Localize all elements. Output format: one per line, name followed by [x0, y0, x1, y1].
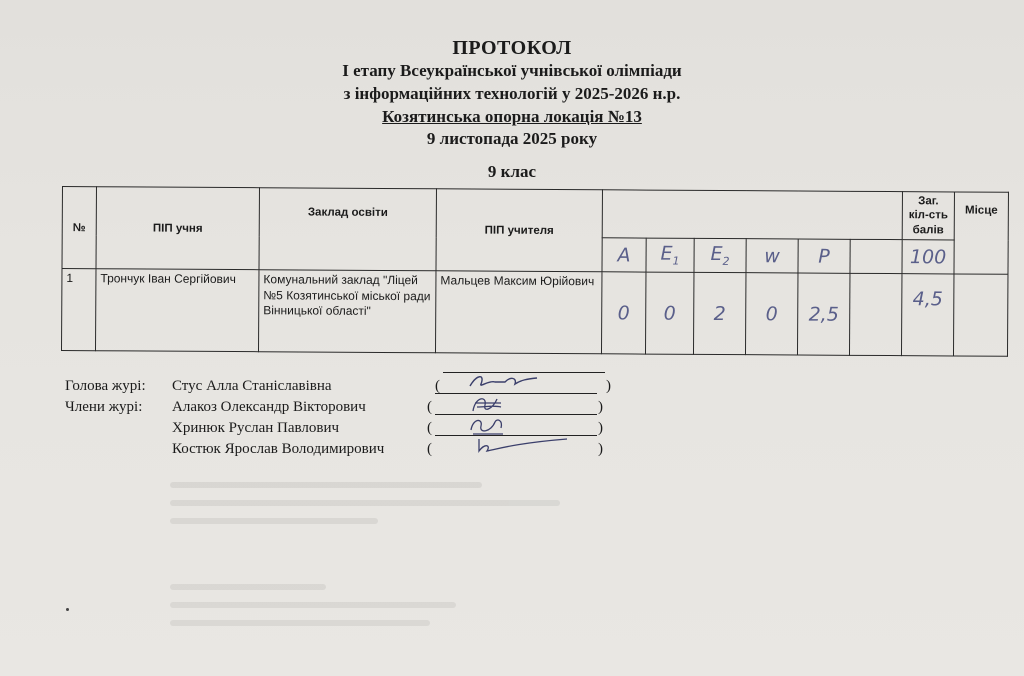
jury-member-name: Хринюк Руслан Павлович	[172, 420, 340, 436]
col-place: Місце	[954, 192, 1009, 274]
row-school: Комунальний заклад "Ліцей №5 Козятинської міської ради Вінницької області"	[258, 270, 435, 353]
score-e1: 0	[645, 272, 694, 354]
task-e1-header: $E_1$	[646, 238, 694, 272]
col-teacher: ПІП учителя	[436, 189, 602, 272]
row-num: 1	[61, 269, 96, 351]
col-total: Заг. кіл-сть балів	[902, 192, 954, 240]
task-e2-header: $E_2$	[694, 238, 746, 272]
jury-head-name: Стус Алла Станіславівна	[172, 378, 332, 394]
signature-image	[457, 433, 577, 457]
score-p: 2,5	[797, 273, 849, 355]
paper-speck	[66, 608, 69, 611]
score-e2: 2	[693, 272, 745, 354]
score-total: 4,5	[901, 274, 953, 356]
task-a-header: A	[602, 238, 646, 272]
olympiad-subject: з інформаційних технологій у 2025-2026 н.р.	[343, 84, 681, 103]
jury-member-name: Костюк Ярослав Володимирович	[172, 441, 385, 457]
jury-members-label: Члени журі:	[65, 399, 143, 415]
score-empty	[849, 273, 901, 355]
bleed-through-text	[170, 470, 690, 650]
score-a: 0	[601, 272, 646, 354]
olympiad-stage: І етапу Всеукраїнської учнівської олімпіади	[342, 61, 682, 80]
grade: 9 клас	[487, 162, 537, 181]
score-w: 0	[745, 273, 797, 355]
location: Козятинська опорна локація №13	[382, 107, 642, 126]
table-row	[61, 269, 1007, 357]
col-tasks-group	[602, 190, 902, 240]
signature-image	[465, 370, 545, 392]
date: 9 листопада 2025 року	[426, 129, 598, 148]
col-num: №	[62, 187, 97, 269]
row-student: Трончук Іван Сергійович	[95, 269, 258, 352]
col-school: Заклад освіти	[259, 188, 436, 271]
row-place	[953, 274, 1007, 356]
row-teacher: Мальцев Максим Юрійович	[435, 271, 601, 354]
document-title: ПРОТОКОЛ	[452, 37, 572, 59]
task-p-header: P	[798, 239, 850, 273]
task-empty-header	[850, 239, 902, 273]
jury-member-name: Алакоз Олександр Вікторович	[172, 399, 366, 415]
col-student: ПІП учня	[96, 187, 259, 270]
task-w-header: w	[746, 239, 798, 273]
results-table	[61, 186, 1009, 357]
jury-head-label: Голова журі:	[65, 378, 146, 394]
max-total: 100	[902, 240, 954, 274]
